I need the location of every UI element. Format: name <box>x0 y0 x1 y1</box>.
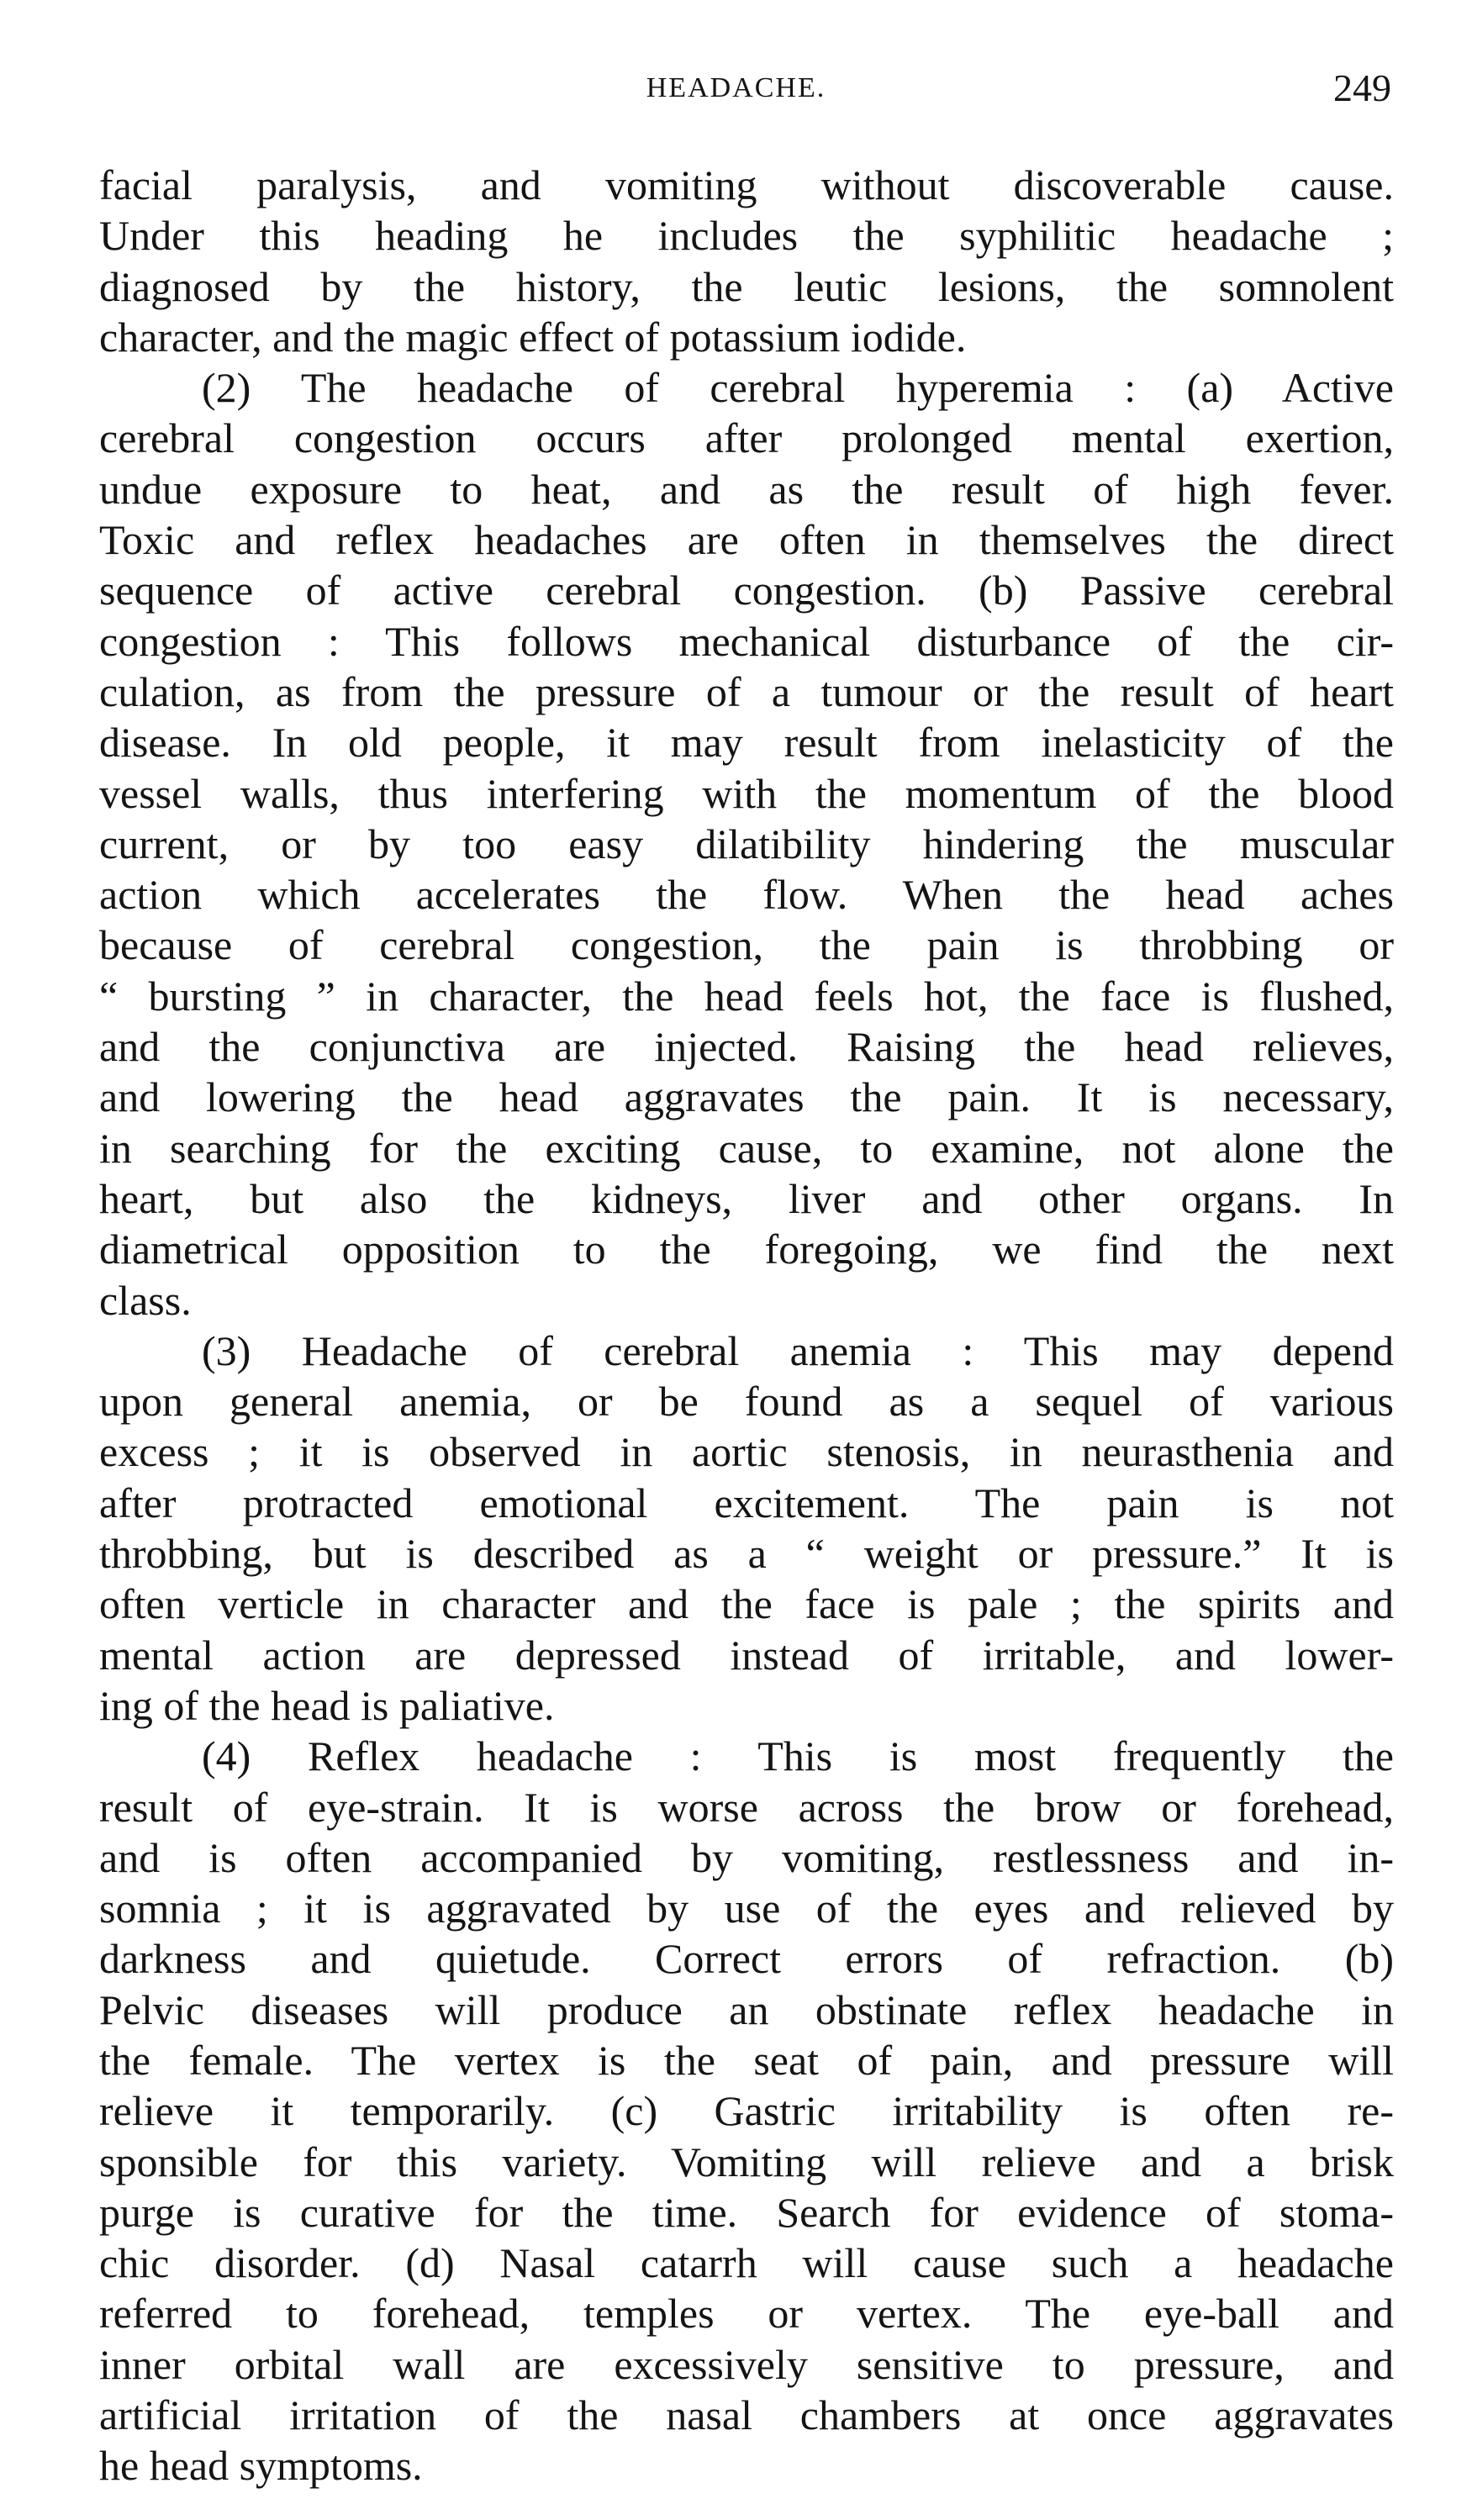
text-line: somnia ; it is aggravated by use of the eyes and relieved by <box>99 1885 1394 1932</box>
text-line: Pelvic diseases will produce an obstinate reflex headache in <box>99 1985 1394 2033</box>
text-line: cerebral congestion occurs after prolonged mental exertion, <box>99 414 1394 462</box>
text-line: diametrical opposition to the foregoing, we find the next <box>99 1226 1394 1273</box>
text-line: diagnosed by the history, the leutic lesions, the somnolent <box>99 262 1394 310</box>
text-line: after protracted emotional excitement. The pain is not <box>99 1479 1394 1526</box>
text-line: Toxic and reflex headaches are often in themselves the direct <box>99 516 1394 564</box>
text-line: throbbing, but is described as a “ weight or pressure.” It is <box>99 1530 1394 1578</box>
text-line: in searching for the exciting cause, to examine, not alone the <box>99 1124 1394 1172</box>
text-line: culation, as from the pressure of a tumour or the result of heart <box>99 667 1394 715</box>
text-line: result of eye-strain. It is worse across the brow or forehead, <box>99 1783 1394 1831</box>
page-number: 249 <box>1333 66 1391 109</box>
text-line: sequence of active cerebral congestion. (b) Passive cerebral <box>99 567 1394 614</box>
text-line: upon general anemia, or be found as a sequel of various <box>99 1378 1394 1426</box>
text-line: facial paralysis, and vomiting without discoverable cause. <box>99 161 1394 208</box>
text-line: current, or by too easy dilatibility hindering the muscular <box>99 820 1394 867</box>
text-line: excess ; it is observed in aortic stenosis, in neurasthenia and <box>99 1428 1394 1476</box>
text-line: heart, but also the kidneys, liver and other organs. In <box>99 1174 1394 1222</box>
text-line: (4) Reflex headache : This is most frequently the <box>202 1732 1394 1780</box>
text-line: action which accelerates the flow. When the head aches <box>99 871 1394 919</box>
text-line: (2) The headache of cerebral hyperemia : (a) Active <box>202 364 1394 412</box>
text-line: (3) Headache of cerebral anemia : This may depend <box>202 1326 1394 1374</box>
text-line: and the conjunctiva are injected. Raising the head relieves, <box>99 1023 1394 1071</box>
text-line: and lowering the head aggravates the pain. It is necessary, <box>99 1073 1394 1121</box>
text-line: sponsible for this variety. Vomiting will relieve and a brisk <box>99 2138 1394 2185</box>
text-line: chic disorder. (d) Nasal catarrh will cause such a headache <box>99 2239 1394 2287</box>
body-text <box>99 160 1394 2491</box>
text-line: purge is curative for the time. Search for evidence of stoma- <box>99 2188 1394 2236</box>
text-line: “ bursting ” in character, the head feels hot, the face is flushed, <box>99 972 1394 1020</box>
text-line: character, and the magic effect of potassium iodide. <box>99 313 967 361</box>
text-line: class. <box>99 1276 192 1324</box>
running-title: HEADACHE. <box>646 72 826 103</box>
running-head <box>0 66 1472 116</box>
text-line: because of cerebral congestion, the pain is throbbing or <box>99 921 1394 969</box>
text-line: artificial irritation of the nasal chambers at once aggravates <box>99 2391 1394 2439</box>
text-line: often verticle in character and the face is pale ; the spirits and <box>99 1580 1394 1628</box>
text-line: vessel walls, thus interfering with the momentum of the blood <box>99 769 1394 817</box>
text-line: inner orbital wall are excessively sensitive to pressure, and <box>99 2340 1394 2388</box>
text-line: undue exposure to heat, and as the result of high fever. <box>99 465 1394 513</box>
text-line: mental action are depressed instead of irritable, and lower- <box>99 1631 1394 1679</box>
text-line: ing of the head is paliative. <box>99 1681 555 1729</box>
text-line: and is often accompanied by vomiting, restlessness and in- <box>99 1833 1394 1881</box>
text-line: darkness and quietude. Correct errors of refraction. (b) <box>99 1935 1394 1983</box>
text-line: he head symptoms. <box>99 2442 423 2490</box>
text-line: congestion : This follows mechanical disturbance of the cir- <box>99 617 1394 665</box>
text-line: relieve it temporarily. (c) Gastric irritability is often re- <box>99 2087 1394 2135</box>
text-line: the female. The vertex is the seat of pain, and pressure will <box>99 2036 1394 2084</box>
text-line: Under this heading he includes the syphilitic headache ; <box>99 212 1394 260</box>
text-line: disease. In old people, it may result from inelasticity of the <box>99 719 1394 767</box>
text-line: referred to forehead, temples or vertex. The eye-ball and <box>99 2290 1394 2338</box>
